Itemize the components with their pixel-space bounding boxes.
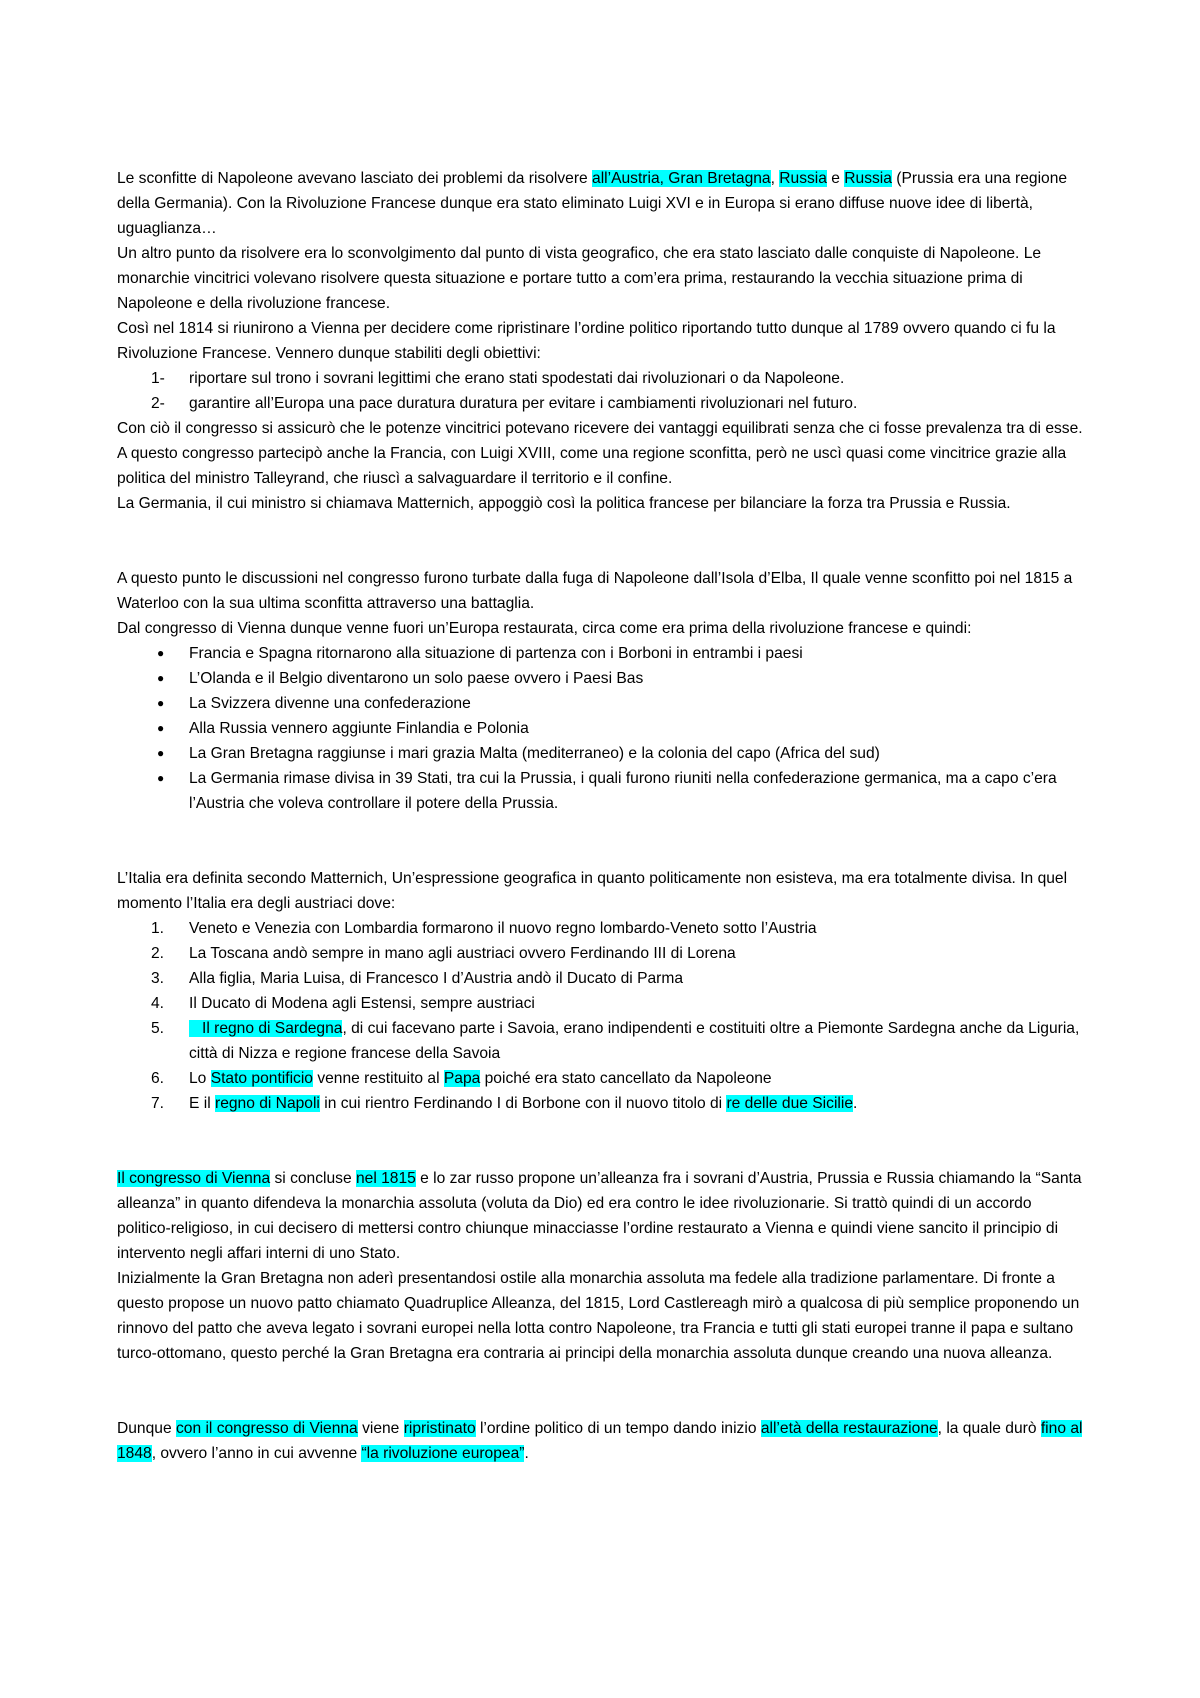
paragraph-vienna-1814: Così nel 1814 si riunirono a Vienna per decidere come ripristinare l’ordine politico riportando tutto dunque al 1789 ovvero quando ci fu la Rivoluzione Francese. Vennero dunque stabiliti degli obiettivi: bbox=[117, 320, 1056, 362]
list-item: ● La Gran Bretagna raggiunse i mari grazia Malta (mediterraneo) e la colonia del capo (Africa del sud) bbox=[117, 741, 1087, 766]
highlight-congresso-vienna: Il congresso di Vienna bbox=[117, 1170, 271, 1187]
list-item: ● La Svizzera divenne una confederazione bbox=[117, 691, 1087, 716]
list-item: 4. Il Ducato di Modena agli Estensi, sempre austriaci bbox=[117, 991, 1087, 1016]
bullet-icon: ● bbox=[157, 646, 165, 660]
list-item: 2. La Toscana andò sempre in mano agli austriaci ovvero Ferdinando III di Lorena bbox=[117, 941, 1087, 966]
highlight-1848: fino al 1848 bbox=[117, 1420, 1083, 1462]
paragraph-germany: La Germania, il cui ministro si chiamava Matternich, appoggiò così la politica francese per bilanciare la forza tra Prussia e Russia. bbox=[117, 495, 1011, 512]
highlight-stato-pontificio: Stato pontificio bbox=[210, 1070, 313, 1087]
highlight-rivoluzione-europea: “la rivoluzione europea” bbox=[361, 1445, 525, 1462]
list-marker: 3. bbox=[151, 970, 165, 987]
spacer bbox=[117, 1366, 1087, 1416]
list-item: 1. Veneto e Venezia con Lombardia formarono il nuovo regno lombardo-Veneto sotto l’Austria bbox=[117, 916, 1087, 941]
list-marker: 2- bbox=[151, 395, 165, 412]
paragraph-geography: Un altro punto da risolvere era lo sconvolgimento dal punto di vista geografico, che era stato lasciato dalle conquiste di Napoleone. Le monarchie vincitrici volevano risolvere questa situazione e portare tutto a com’era prima, restaurando la vecchia situazione prima di Napoleone e della rivoluzione francese. bbox=[117, 245, 1042, 312]
list-marker: 2. bbox=[151, 945, 165, 962]
list-marker: 1. bbox=[151, 920, 165, 937]
bullet-icon: ● bbox=[157, 721, 165, 735]
list-item: 6. Lo Stato pontificio venne restituito al Papa poiché era stato cancellato da Napoleone bbox=[117, 1066, 1087, 1091]
bullet-icon: ● bbox=[157, 696, 165, 710]
list-item: 7. E il regno di Napoli in cui rientro Ferdinando I di Borbone con il nuovo titolo di re delle due Sicilie. bbox=[117, 1091, 1087, 1116]
list-marker: 5. bbox=[151, 1020, 165, 1037]
list-item: 3. Alla figlia, Maria Luisa, di Francesco I d’Austria andò il Ducato di Parma bbox=[117, 966, 1087, 991]
highlight-ripristinato: ripristinato bbox=[403, 1420, 476, 1437]
bullet-icon: ● bbox=[157, 746, 165, 760]
list-marker: 4. bbox=[151, 995, 165, 1012]
highlight-regno-napoli: regno di Napoli bbox=[215, 1095, 320, 1112]
paragraph-restored-europe: Dal congresso di Vienna dunque venne fuori un’Europa restaurata, circa come era prima della rivoluzione francese e quindi: bbox=[117, 620, 972, 637]
paragraph-congress-balance: Con ciò il congresso si assicurò che le potenze vincitrici potevano ricevere dei vantaggi equilibrati senza che ci fosse prevalenza tra di esse. A questo congresso partecipò anche la Francia, con Luigi XVIII, come una regione sconfitta, però ne uscì quasi come vincitrice grazie alla politica del ministro Talleyrand, che riuscì a salvaguardare il territorio e il confine. bbox=[117, 420, 1083, 487]
highlight-russia: Russia bbox=[779, 170, 827, 187]
highlight-due-sicilie: re delle due Sicilie bbox=[726, 1095, 854, 1112]
highlight-eta-restaurazione: all’età della restaurazione bbox=[760, 1420, 938, 1437]
highlight-papa: Papa bbox=[443, 1070, 481, 1087]
highlight-russia-2: Russia bbox=[844, 170, 892, 187]
paragraph-italy: L’Italia era definita secondo Matternich, Un’espressione geografica in quanto politicamente non esisteva, ma era totalmente divisa. In quel momento l’Italia era degli austriaci dove: bbox=[117, 870, 1068, 912]
highlight-1815: nel 1815 bbox=[355, 1170, 416, 1187]
highlight-austria-britain: all’Austria, Gran Bretagna bbox=[592, 170, 771, 187]
list-item: 5. Il regno di Sardegna, di cui facevano parte i Savoia, erano indipendenti e costituiti oltre a Piemonte Sardegna anche da Liguria, città di Nizza e regione francese della Savoia bbox=[117, 1016, 1087, 1066]
list-item: ● Francia e Spagna ritornarono alla situazione di partenza con i Borboni in entrambi i paesi bbox=[117, 641, 1087, 666]
spacer bbox=[117, 516, 1087, 566]
document-body bbox=[117, 166, 1087, 1466]
bullet-icon: ● bbox=[157, 671, 165, 685]
paragraph-gran-bretagna: Inizialmente la Gran Bretagna non aderì presentandosi ostile alla monarchia assoluta ma fedele alla tradizione parlamentare. Di fronte a questo propose un nuovo patto chiamato Quadruplice Alleanza, del 1815, Lord Castlereagh mirò a qualcosa di più semplice proponendo un rinnovo del patto che aveva legato i sovrani europei nella lotta contro Napoleone, tra Francia e tutti gli stati europei tranne il papa e sultano turco-ottomano, questo perché la Gran Bretagna era contraria ai principi della monarchia assoluta dunque creando una nuova alleanza. bbox=[117, 1270, 1080, 1362]
outcomes-list bbox=[117, 641, 1087, 816]
paragraph-conclusion: Dunque con il congresso di Vienna viene ripristinato l’ordine politico di un tempo dando inizio all’età della restaurazione, la quale durò fino al 1848, ovvero l’anno in cui avvenne “la rivoluzione europea”. bbox=[117, 1420, 1083, 1462]
spacer bbox=[117, 816, 1087, 866]
list-marker: 6. bbox=[151, 1070, 165, 1087]
list-marker: 7. bbox=[151, 1095, 165, 1112]
paragraph-santa-alleanza: Il congresso di Vienna si concluse nel 1815 e lo zar russo propone un’alleanza fra i sovrani d’Austria, Prussia e Russia chiamando la “Santa alleanza” in quanto difendeva la monarchia assoluta (voluta da Dio) ed era contro le idee rivoluzionarie. Si trattò quindi di un accordo politico-religioso, in cui decisero di mettersi contro chiunque minacciasse l’ordine restaurato a Vienna e quindi viene sancito il principio di intervento negli affari interni di uno Stato. bbox=[117, 1170, 1082, 1262]
list-item: ● L’Olanda e il Belgio diventarono un solo paese ovvero i Paesi Bas bbox=[117, 666, 1087, 691]
highlight-con-congresso: con il congresso di Vienna bbox=[175, 1420, 358, 1437]
italy-list bbox=[117, 916, 1087, 1116]
paragraph-elba: A questo punto le discussioni nel congresso furono turbate dalla fuga di Napoleone dall’Isola d’Elba, Il quale venne sconfitto poi nel 1815 a Waterloo con la sua ultima sconfitta attraverso una battaglia. bbox=[117, 570, 1073, 612]
goals-list bbox=[117, 366, 1087, 416]
list-item: ● La Germania rimase divisa in 39 Stati, tra cui la Prussia, i quali furono riuniti nella confederazione germanica, ma a capo c’era l’Austria che voleva controllare il potere della Prussia. bbox=[117, 766, 1087, 816]
paragraph-intro: Le sconfitte di Napoleone avevano lasciato dei problemi da risolvere all’Austria, Gran Bretagna, Russia e Russia (Prussia era una regione della Germania). Con la Rivoluzione Francese dunque era stato eliminato Luigi XVI e in Europa si erano diffuse nuove idee di libertà, uguaglianza… bbox=[117, 170, 1068, 237]
spacer bbox=[117, 1116, 1087, 1166]
highlight-sardegna: Il regno di Sardegna bbox=[189, 1020, 343, 1037]
list-item: 1- riportare sul trono i sovrani legittimi che erano stati spodestati dai rivoluzionari o da Napoleone. bbox=[117, 366, 1087, 391]
list-item: ● Alla Russia vennero aggiunte Finlandia e Polonia bbox=[117, 716, 1087, 741]
list-marker: 1- bbox=[151, 370, 165, 387]
bullet-icon: ● bbox=[157, 771, 165, 785]
list-item: 2- garantire all’Europa una pace duratura duratura per evitare i cambiamenti rivoluzionari nel futuro. bbox=[117, 391, 1087, 416]
